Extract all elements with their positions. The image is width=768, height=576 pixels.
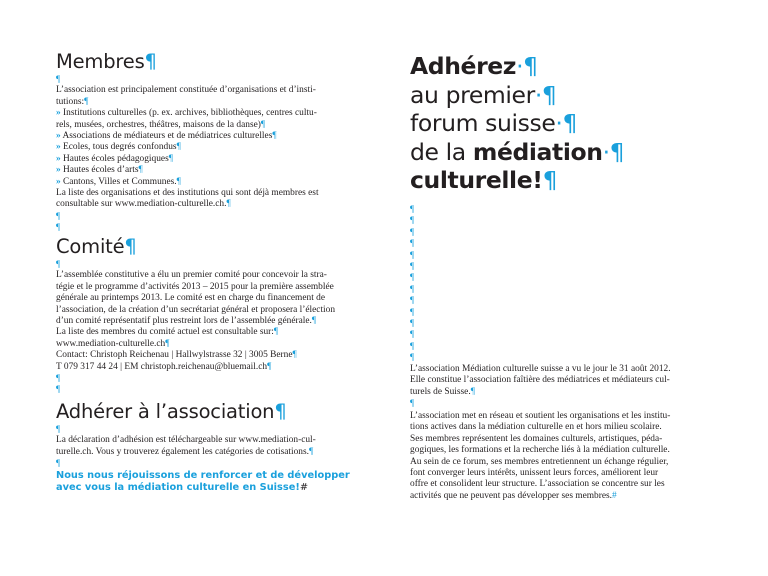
text-line: font converger leurs intérêts, unissent leurs forces, améliorent leur (410, 468, 659, 479)
text-line: tions actives dans la médiation culturelle en et hors milieu scolaire. (410, 422, 662, 433)
list-item: » Cantons, Villes et Communes.¶ (56, 176, 181, 187)
pilcrow: ¶ (56, 373, 61, 384)
adherer-section (56, 400, 350, 495)
membres-heading: Membres¶ (56, 50, 157, 73)
text-line: l’association, de la création d’un secrétariat général et proposera l’élection (56, 304, 336, 315)
pilcrow: ¶ (410, 272, 415, 283)
pilcrow: ¶ (410, 249, 415, 260)
text-line: offre et consolident leur structure. L’association se concentre sur les (410, 479, 665, 490)
membres-intro (56, 85, 319, 108)
text-line: générale au printemps 2013. Le comité est en charge du financement de (56, 293, 325, 304)
text-line: L’assemblée constitutive a élu un premier comité pour concevoir la stra- (56, 270, 327, 281)
pilcrow-column (410, 204, 414, 364)
list-item: » Hautes écoles d’arts¶ (56, 165, 143, 176)
comite-website: www.mediation-culturelle.ch¶ (56, 338, 170, 349)
headline-line: forum suisse·¶ (410, 109, 578, 137)
pilcrow: ¶ (410, 204, 415, 214)
text-line: turels de Suisse.¶ (410, 386, 475, 397)
pilcrow: ¶ (410, 306, 415, 317)
list-item-continued: rels, musées, orchestres, théâtres, maisons de la danse)¶ (56, 119, 266, 130)
text-line: L’association met en réseau et soutient les organisations et les institu- (410, 411, 671, 421)
headline-line: culturelle!¶ (410, 166, 558, 194)
pilcrow: ¶ (410, 226, 415, 237)
text-line: L’association Médiation culturelle suisse a vu le jour le 31 août 2012. (410, 364, 671, 374)
comite-heading: Comité¶ (56, 235, 137, 258)
list-item: » Associations de médiateurs et de médiatrices culturelles¶ (56, 131, 277, 142)
membres-list (56, 108, 319, 188)
text-line: Ses membres représentent les domaines culturels, artistiques, péda- (410, 433, 663, 444)
pilcrow: ¶ (410, 329, 415, 340)
text-line: Elle constitue l’association faîtière des médiatrices et médiateurs cul- (410, 375, 670, 386)
text-line: tégie et le programme d’activités 2013 – 2015 pour la première assemblée (56, 281, 334, 292)
text-line: Au sein de ce forum, ses membres entretiennent un échange régulier, (410, 456, 669, 467)
pilcrow: ¶ (410, 352, 415, 363)
contact-phone-email: T 079 317 44 24 | EM christoph.reichenau@bluemail.ch¶ (56, 361, 272, 372)
list-item: » Hautes écoles pédagogiques¶ (56, 153, 173, 164)
text-line: activités que ne peuvent pas développer ses membres.# (410, 490, 617, 501)
comite-section (56, 235, 335, 396)
headline-line: au premier·¶ (410, 80, 557, 109)
pilcrow: ¶ (410, 238, 415, 249)
text-line: turelle.ch. Vous y trouverez également les catégories de cotisations.¶ (56, 446, 314, 457)
pilcrow: ¶ (56, 384, 61, 395)
text-line: La liste des membres du comité actuel est consultable sur:¶ (56, 327, 279, 338)
pilcrow: ¶ (410, 340, 415, 351)
description-paragraph (410, 411, 670, 502)
list-item: » Ecoles, tous degrés confondus¶ (56, 142, 181, 153)
pilcrow: ¶ (56, 74, 61, 84)
pilcrow: ¶ (56, 259, 61, 269)
headline (410, 52, 624, 195)
pilcrow: ¶ (56, 222, 61, 233)
call-to-action: avec vous la médiation culturelle en Suisse!# (56, 482, 309, 494)
membres-section (56, 50, 319, 234)
pilcrow: ¶ (410, 295, 415, 306)
text-line: gogiques, les formations et la recherche liés à la médiation culturelle. (410, 445, 670, 456)
pilcrow: ¶ (56, 424, 61, 434)
pilcrow: ¶ (410, 318, 415, 329)
pilcrow: ¶ (410, 283, 415, 294)
adherer-heading: Adhérer à l’association¶ (56, 400, 287, 423)
pilcrow: ¶ (410, 215, 415, 226)
pilcrow: ¶ (410, 398, 415, 409)
headline-line: de la médiation·¶ (410, 137, 625, 166)
contact-line: Contact: Christoph Reichenau | Hallwylstrasse 32 | 3005 Berne¶ (56, 350, 297, 361)
pilcrow: ¶ (410, 261, 415, 272)
headline-line: Adhérez·¶ (410, 52, 538, 80)
list-item: » Institutions culturelles (p. ex. archives, bibliothèques, centres cultu- (56, 108, 317, 119)
pilcrow: ¶ (56, 458, 61, 469)
call-to-action: Nous nous réjouissons de renforcer et de développer (56, 469, 350, 481)
text-line: La liste des organisations et des institutions qui sont déjà membres est (56, 188, 319, 199)
intro-paragraph (410, 364, 671, 410)
text-line: d’un comité représentatif plus restreint lors de l’assemblée générale.¶ (56, 316, 317, 327)
text-line: consultable sur www.mediation-culturelle.ch.¶ (56, 199, 231, 210)
pilcrow: ¶ (56, 210, 61, 221)
text-line: L’association est principalement constituée d’organisations et d’insti- (56, 85, 316, 96)
text-line: La déclaration d’adhésion est téléchargeable sur www.mediation-cul- (56, 435, 316, 446)
text-line: tutions:¶ (56, 96, 89, 107)
